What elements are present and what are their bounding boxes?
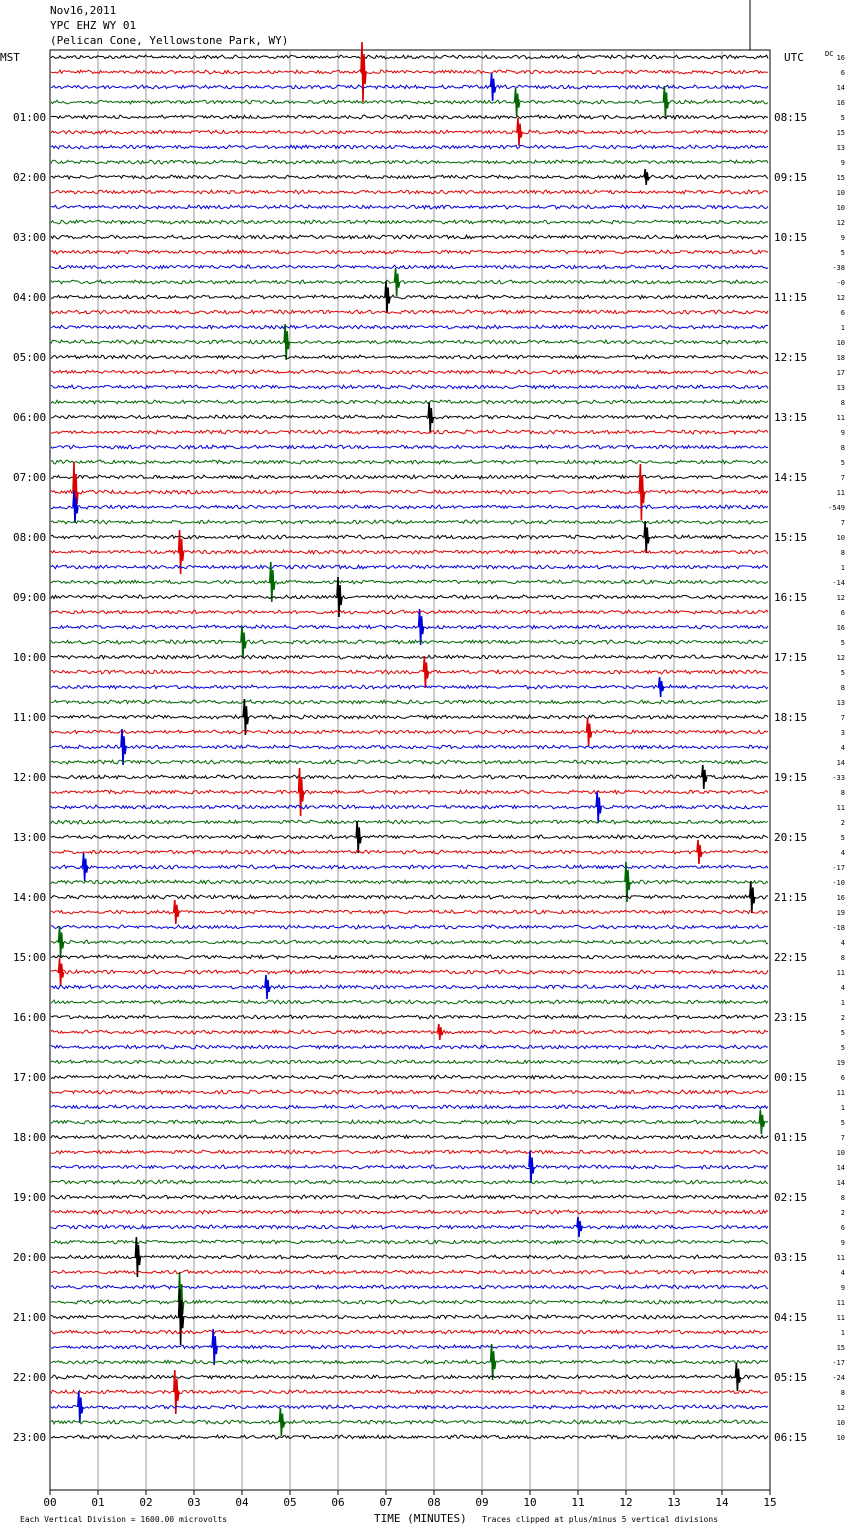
dc-offset-label: -18 (832, 924, 845, 932)
seismic-trace (51, 1165, 768, 1169)
seismic-event (356, 821, 361, 853)
dc-offset-label: 13 (836, 699, 845, 707)
dc-offset-label: 6 (840, 69, 845, 77)
seismic-trace (51, 1300, 768, 1304)
dc-offset-label: 19 (836, 909, 845, 917)
seismic-trace (51, 1345, 768, 1349)
seismic-trace (51, 775, 768, 779)
seismic-trace (51, 1150, 768, 1154)
x-axis-label: TIME (MINUTES) (374, 1512, 467, 1525)
footer-clip-note: Traces clipped at plus/minus 5 vertical divisions (482, 1515, 719, 1524)
left-hour-label: 05:00 (13, 351, 47, 364)
seismic-event (212, 1329, 217, 1365)
dc-offset-label: 7 (840, 714, 845, 722)
seismic-event (284, 324, 289, 360)
right-hour-label: 22:15 (774, 951, 808, 964)
seismic-trace (51, 1180, 768, 1184)
seismic-event (243, 699, 248, 735)
dc-offset-label: 10 (836, 534, 845, 542)
right-hour-label: 13:15 (774, 411, 808, 424)
seismic-trace (51, 670, 768, 674)
seismic-event (750, 881, 755, 913)
dc-offset-label: 4 (840, 984, 845, 992)
seismic-trace (51, 1225, 768, 1229)
dc-offset-label: 5 (840, 459, 845, 467)
dc-offset-label: 11 (836, 1314, 845, 1322)
right-hour-label: 18:15 (774, 711, 808, 724)
right-hour-label: 10:15 (774, 231, 808, 244)
dc-offset-label: 1 (840, 1329, 845, 1337)
seismic-trace (51, 1015, 768, 1019)
right-hour-label: 03:15 (774, 1251, 808, 1264)
seismic-event (596, 791, 601, 823)
seismic-trace (51, 1120, 768, 1124)
x-tick-label: 14 (715, 1496, 729, 1509)
dc-offset-label: 8 (840, 684, 845, 692)
right-hour-label: 08:15 (774, 111, 808, 124)
seismic-event (395, 268, 400, 296)
x-tick-label: 08 (427, 1496, 441, 1509)
seismic-trace (51, 1195, 768, 1199)
dc-offset-label: 7 (840, 1134, 845, 1142)
dc-offset-label: 5 (840, 669, 845, 677)
dc-offset-label: 5 (840, 1119, 845, 1127)
dc-offset-label: 16 (836, 894, 845, 902)
dc-offset-label: 8 (840, 1194, 845, 1202)
dc-offset-label: 11 (836, 1089, 845, 1097)
seismic-trace (51, 1390, 768, 1394)
seismic-trace (51, 625, 768, 629)
dc-offset-label: 12 (836, 294, 845, 302)
dc-offset-label: 15 (836, 174, 845, 182)
seismic-trace (51, 865, 768, 869)
seismic-trace (51, 520, 768, 524)
seismic-trace (51, 640, 768, 644)
seismic-trace (51, 940, 768, 944)
seismic-trace (51, 820, 768, 824)
seismic-event (83, 853, 88, 881)
seismic-event (515, 88, 520, 116)
left-hour-label: 08:00 (13, 531, 47, 544)
seismic-event (59, 926, 64, 958)
x-tick-label: 07 (379, 1496, 393, 1509)
seismic-event (639, 464, 644, 520)
right-timezone-label: UTC (784, 51, 804, 64)
seismic-trace (51, 1090, 768, 1094)
seismic-event (587, 718, 592, 746)
x-tick-label: 12 (619, 1496, 633, 1509)
seismic-trace (51, 115, 768, 119)
seismic-event (697, 840, 702, 864)
dc-offset-label: 18 (836, 354, 845, 362)
dc-offset-label: 8 (840, 399, 845, 407)
seismic-trace (51, 490, 768, 494)
dc-offset-label: 6 (840, 609, 845, 617)
dc-offset-label: 11 (836, 1254, 845, 1262)
x-tick-label: 10 (523, 1496, 537, 1509)
seismic-trace (51, 760, 768, 764)
seismic-trace (51, 340, 768, 344)
seismic-trace (51, 1210, 768, 1214)
seismic-trace (51, 1105, 768, 1109)
seismic-trace (51, 235, 768, 239)
seismic-event (121, 729, 126, 765)
dc-offset-label: 5 (840, 249, 845, 257)
seismic-trace (51, 1405, 768, 1409)
left-hour-label: 15:00 (13, 951, 47, 964)
x-tick-label: 15 (763, 1496, 777, 1509)
right-hour-label: 23:15 (774, 1011, 808, 1024)
seismic-event (517, 118, 522, 146)
seismic-trace (51, 745, 768, 749)
left-timezone-label: MST (0, 51, 20, 64)
dc-offset-label: 8 (840, 789, 845, 797)
dc-offset-label: 11 (836, 969, 845, 977)
dc-offset-label: 5 (840, 1044, 845, 1052)
left-hour-label: 03:00 (13, 231, 47, 244)
dc-offset-label: 15 (836, 129, 845, 137)
right-hour-label: 17:15 (774, 651, 808, 664)
x-tick-label: 00 (43, 1496, 57, 1509)
seismic-trace (51, 655, 768, 659)
dc-offset-label: 3 (840, 729, 845, 737)
seismic-trace (51, 1000, 768, 1004)
x-tick-label: 13 (667, 1496, 681, 1509)
x-tick-label: 01 (91, 1496, 105, 1509)
left-hour-label: 13:00 (13, 831, 47, 844)
dc-offset-label: 15 (836, 1344, 845, 1352)
dc-offset-label: 9 (840, 429, 845, 437)
dc-offset-label: 16 (836, 99, 845, 107)
seismic-trace (51, 475, 768, 479)
seismic-event (644, 169, 649, 185)
right-hour-label: 09:15 (774, 171, 808, 184)
seismic-event (438, 1024, 443, 1040)
seismic-trace (51, 280, 768, 284)
x-tick-label: 05 (283, 1496, 297, 1509)
dc-offset-label: -38 (832, 264, 845, 272)
seismic-event (279, 1408, 284, 1436)
seismic-trace (51, 1240, 768, 1244)
left-hour-label: 20:00 (13, 1251, 47, 1264)
seismic-trace (51, 310, 768, 314)
seismic-event (428, 402, 433, 432)
dc-offset-label: 12 (836, 1404, 845, 1412)
seismic-trace (51, 1330, 768, 1334)
seismic-trace (51, 175, 768, 179)
seismic-trace (51, 430, 768, 434)
seismic-event (491, 73, 496, 101)
seismic-event (419, 609, 424, 645)
seismic-event (659, 677, 664, 697)
dc-offset-label: -549 (828, 504, 845, 512)
seismic-trace (51, 805, 768, 809)
seismic-event (491, 1344, 496, 1380)
seismic-event (265, 975, 270, 999)
dc-offset-label: 12 (836, 594, 845, 602)
left-hour-label: 07:00 (13, 471, 47, 484)
seismic-trace (51, 265, 768, 269)
dc-offset-label: 7 (840, 474, 845, 482)
seismic-trace (51, 70, 768, 74)
seismic-event (735, 1363, 740, 1391)
seismic-trace (51, 925, 768, 929)
seismic-trace (51, 700, 768, 704)
seismic-trace (51, 355, 768, 359)
seismic-trace (51, 970, 768, 974)
dc-offset-label: 11 (836, 804, 845, 812)
dc-offset-label: 14 (836, 759, 845, 767)
seismic-trace (51, 565, 768, 569)
right-hour-label: 19:15 (774, 771, 808, 784)
seismic-trace (51, 1255, 768, 1259)
dc-offset-label: -10 (832, 879, 845, 887)
dc-offset-label: -17 (832, 1359, 845, 1367)
dc-offset-label: 9 (840, 159, 845, 167)
dc-offset-label: 10 (836, 339, 845, 347)
left-hour-label: 23:00 (13, 1431, 47, 1444)
dc-offset-label: 10 (836, 1434, 845, 1442)
right-hour-label: 01:15 (774, 1131, 808, 1144)
left-hour-label: 04:00 (13, 291, 47, 304)
right-hour-label: 00:15 (774, 1071, 808, 1084)
seismic-trace (51, 130, 768, 134)
dc-offset-label: 8 (840, 444, 845, 452)
dc-offset-label: 5 (840, 834, 845, 842)
seismic-trace (51, 505, 768, 509)
seismic-event (644, 521, 649, 553)
dc-offset-label: 10 (836, 1419, 845, 1427)
left-hour-label: 11:00 (13, 711, 47, 724)
footer-scale-note: Each Vertical Division = 1600.00 microvolts (20, 1515, 228, 1524)
dc-offset-label: -0 (836, 279, 845, 287)
left-hour-label: 16:00 (13, 1011, 47, 1024)
dc-offset-label: 1 (840, 564, 845, 572)
seismic-trace (51, 400, 768, 404)
seismic-event (361, 42, 366, 102)
dc-offset-label: 9 (840, 1239, 845, 1247)
right-hour-label: 11:15 (774, 291, 808, 304)
seismic-trace (51, 985, 768, 989)
seismic-trace (51, 460, 768, 464)
seismic-trace (51, 595, 768, 599)
dc-offset-label: 14 (836, 84, 845, 92)
right-hour-label: 12:15 (774, 351, 808, 364)
seismic-trace (51, 190, 768, 194)
x-tick-label: 09 (475, 1496, 489, 1509)
x-tick-label: 06 (331, 1496, 345, 1509)
seismic-trace (51, 1375, 768, 1379)
seismic-trace (51, 880, 768, 884)
left-hour-label: 21:00 (13, 1311, 47, 1324)
seismic-trace (51, 385, 768, 389)
seismic-trace (51, 580, 768, 584)
seismic-trace (51, 205, 768, 209)
seismic-trace (51, 145, 768, 149)
dc-offset-label: 10 (836, 189, 845, 197)
dc-offset-label: 17 (836, 369, 845, 377)
right-hour-label: 02:15 (774, 1191, 808, 1204)
seismic-trace (51, 1060, 768, 1064)
header-station: YPC EHZ WY 01 (50, 19, 137, 32)
seismic-trace (51, 250, 768, 254)
dc-offset-label: 4 (840, 744, 845, 752)
left-hour-label: 17:00 (13, 1071, 47, 1084)
dc-offset-label: -33 (832, 774, 845, 782)
seismic-trace (51, 790, 768, 794)
dc-offset-label: 7 (840, 519, 845, 527)
dc-offset-label: 14 (836, 1179, 845, 1187)
seismic-trace (51, 955, 768, 959)
seismic-trace (51, 85, 768, 89)
dc-offset-label: -14 (832, 579, 845, 587)
dc-offset-label: 5 (840, 1029, 845, 1037)
dc-offset-label: 2 (840, 1209, 845, 1217)
dc-offset-label: 12 (836, 654, 845, 662)
right-hour-label: 04:15 (774, 1311, 808, 1324)
seismic-event (59, 958, 64, 986)
dc-offset-label: 6 (840, 1224, 845, 1232)
right-hour-label: 20:15 (774, 831, 808, 844)
seismic-trace (51, 295, 768, 299)
right-hour-label: 05:15 (774, 1371, 808, 1384)
header-location: (Pelican Cone, Yellowstone Park, WY) (50, 34, 289, 47)
seismic-trace (51, 610, 768, 614)
left-hour-label: 19:00 (13, 1191, 47, 1204)
x-tick-label: 11 (571, 1496, 585, 1509)
dc-offset-label: 11 (836, 489, 845, 497)
right-hour-label: 15:15 (774, 531, 808, 544)
dc-offset-label: 19 (836, 1059, 845, 1067)
dc-offset-label: 16 (836, 624, 845, 632)
dc-label: DC (825, 50, 834, 58)
seismic-trace (51, 415, 768, 419)
seismic-trace (51, 1435, 768, 1439)
left-hour-label: 10:00 (13, 651, 47, 664)
seismic-trace (51, 715, 768, 719)
right-hour-label: 14:15 (774, 471, 808, 484)
dc-offset-label: 11 (836, 414, 845, 422)
x-tick-label: 02 (139, 1496, 153, 1509)
x-tick-label: 03 (187, 1496, 201, 1509)
dc-offset-label: 16 (836, 54, 845, 62)
seismic-trace (51, 100, 768, 104)
dc-offset-label: 2 (840, 819, 845, 827)
seismic-trace (51, 370, 768, 374)
dc-offset-label: 5 (840, 114, 845, 122)
dc-offset-label: 1 (840, 324, 845, 332)
left-hour-label: 18:00 (13, 1131, 47, 1144)
seismic-trace (51, 1315, 768, 1319)
seismic-trace (51, 1135, 768, 1139)
seismic-trace (51, 1045, 768, 1049)
left-hour-label: 14:00 (13, 891, 47, 904)
dc-offset-label: 8 (840, 549, 845, 557)
seismic-trace (51, 550, 768, 554)
seismic-trace (51, 1030, 768, 1034)
x-tick-label: 04 (235, 1496, 249, 1509)
dc-offset-label: 10 (836, 1149, 845, 1157)
dc-offset-label: 11 (836, 1299, 845, 1307)
seismic-trace (51, 730, 768, 734)
seismic-event (759, 1110, 764, 1134)
dc-offset-label: 9 (840, 234, 845, 242)
left-hour-label: 06:00 (13, 411, 47, 424)
dc-offset-label: 8 (840, 954, 845, 962)
dc-offset-label: 10 (836, 204, 845, 212)
seismic-trace (51, 55, 768, 59)
dc-offset-label: 1 (840, 999, 845, 1007)
seismic-event (174, 900, 179, 924)
seismic-event (663, 86, 668, 118)
left-hour-label: 12:00 (13, 771, 47, 784)
seismic-trace (51, 160, 768, 164)
dc-offset-label: -24 (832, 1374, 845, 1382)
seismic-trace (51, 1075, 768, 1079)
dc-offset-label: 4 (840, 849, 845, 857)
seismic-trace (51, 535, 768, 539)
dc-offset-label: 2 (840, 1014, 845, 1022)
seismic-event (423, 656, 428, 688)
seismic-trace (51, 1420, 768, 1424)
left-hour-label: 22:00 (13, 1371, 47, 1384)
dc-offset-label: 6 (840, 309, 845, 317)
seismic-trace (51, 1360, 768, 1364)
dc-offset-label: 5 (840, 639, 845, 647)
dc-offset-label: 1 (840, 1104, 845, 1112)
dc-offset-label: 14 (836, 1164, 845, 1172)
dc-offset-label: 8 (840, 1389, 845, 1397)
dc-offset-label: 6 (840, 1074, 845, 1082)
header-date: Nov16,2011 (50, 4, 117, 17)
seismic-trace (51, 220, 768, 224)
dc-offset-label: 4 (840, 1269, 845, 1277)
dc-offset-label: -17 (832, 864, 845, 872)
dc-offset-label: 13 (836, 384, 845, 392)
seismic-event (702, 765, 707, 789)
seismic-event (78, 1391, 83, 1423)
seismic-trace (51, 1270, 768, 1274)
dc-offset-label: 13 (836, 144, 845, 152)
right-hour-label: 16:15 (774, 591, 808, 604)
seismic-trace (51, 325, 768, 329)
dc-offset-label: 12 (836, 219, 845, 227)
seismic-trace (51, 895, 768, 899)
seismic-trace (51, 910, 768, 914)
right-hour-label: 06:15 (774, 1431, 808, 1444)
dc-offset-label: 9 (840, 1284, 845, 1292)
seismic-trace (51, 835, 768, 839)
left-hour-label: 02:00 (13, 171, 47, 184)
seismic-trace (51, 850, 768, 854)
right-hour-label: 21:15 (774, 891, 808, 904)
seismic-trace (51, 1285, 768, 1289)
seismic-trace (51, 445, 768, 449)
dc-offset-label: 4 (840, 939, 845, 947)
left-hour-label: 01:00 (13, 111, 47, 124)
left-hour-label: 09:00 (13, 591, 47, 604)
